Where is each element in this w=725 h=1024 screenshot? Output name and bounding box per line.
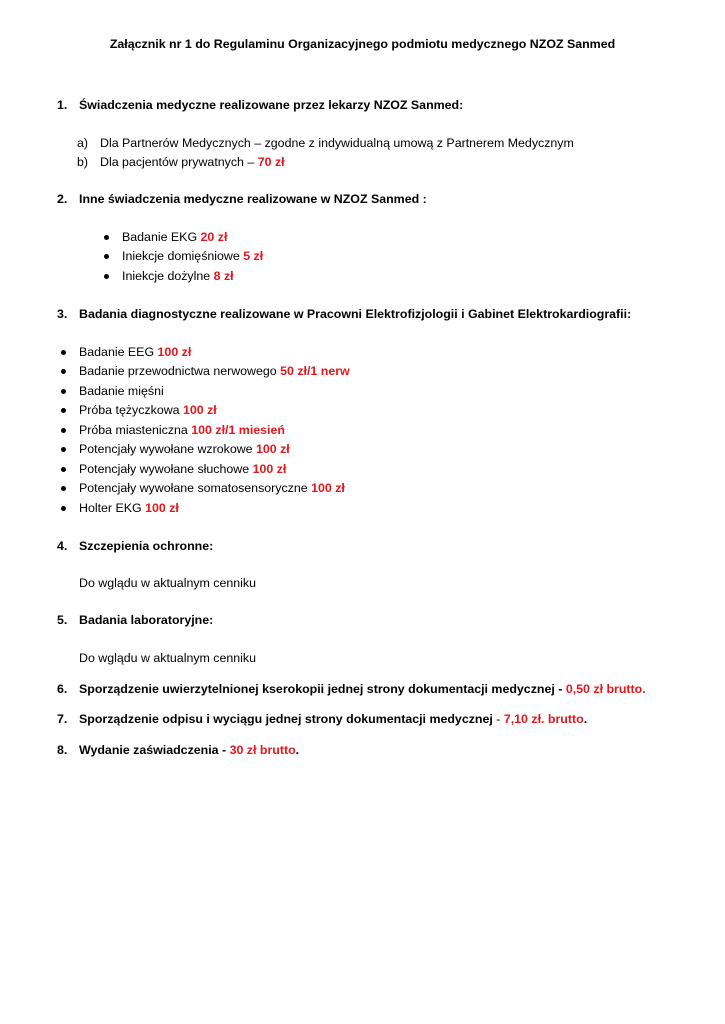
section-3-item-label: Potencjały wywołane wzrokowe (79, 442, 256, 456)
section-8-number: 8. (57, 743, 68, 757)
section-2-item (122, 229, 227, 245)
section-3-item-label: Badanie mięśni (79, 384, 164, 398)
section-3-item (79, 383, 164, 399)
bullet-icon (61, 428, 66, 433)
section-7-line (79, 711, 587, 727)
section-5-body: Do wglądu w aktualnym cenniku (79, 651, 257, 665)
section-1-number: 1. (57, 98, 68, 112)
bullet-icon (61, 447, 66, 452)
section-2-item-label: Iniekcje domięśniowe (122, 249, 244, 263)
bullet-icon (104, 254, 109, 259)
section-3-item (79, 402, 217, 418)
section-5-heading: Badania laboratoryjne: (79, 613, 214, 627)
bullet-icon (61, 408, 66, 413)
section-3-item-price: 100 zł/1 miesień (191, 423, 285, 437)
section-8-price: 30 zł brutto (229, 743, 296, 757)
section-3-item-label: Próba miasteniczna (79, 423, 192, 437)
section-7-text: Sporządzenie odpisu i wyciągu jednej strony dokumentacji medycznej (79, 712, 493, 726)
section-3-number: 3. (57, 307, 68, 321)
bullet-icon (61, 506, 66, 511)
section-1-item-b-price: 70 zł (257, 155, 285, 169)
bullet-icon (61, 389, 66, 394)
section-1-item-b-marker: b) (77, 155, 89, 169)
section-3-item (79, 500, 179, 516)
section-7-price: 7,10 zł. brutto (503, 712, 584, 726)
section-3-item-price: 50 zł/1 nerw (280, 364, 350, 378)
bullet-icon (61, 486, 66, 491)
section-2-item-price: 8 zł (213, 269, 234, 283)
section-4-heading: Szczepienia ochronne: (79, 539, 214, 553)
section-8-text: Wydanie zaświadczenia - (79, 743, 230, 757)
section-6-price: 0,50 zł brutto (565, 682, 643, 696)
section-6-text: Sporządzenie uwierzytelnionej kserokopii jednej strony dokumentacji medycznej - (79, 682, 566, 696)
section-2-item (122, 248, 263, 264)
section-1-item-b (100, 154, 285, 170)
section-3-item-label: Próba tężyczkowa (79, 403, 183, 417)
section-3-item-label: Potencjały wywołane słuchowe (79, 462, 253, 476)
section-3-item-label: Badanie przewodnictwa nerwowego (79, 364, 281, 378)
section-1-item-a (100, 135, 574, 151)
section-3-item (79, 480, 345, 496)
section-3-item-price: 100 zł (252, 462, 287, 476)
section-1-item-b-text: Dla pacjentów prywatnych – (100, 155, 258, 169)
section-6-number: 6. (57, 682, 68, 696)
section-7-number: 7. (57, 712, 68, 726)
section-3-heading: Badania diagnostyczne realizowane w Pracowni Elektrofizjologii i Gabinet Elektrokardiografii: (79, 307, 632, 321)
section-2-item-label: Iniekcje dożylne (122, 269, 214, 283)
bullet-icon (61, 369, 66, 374)
section-1-item-a-text: Dla Partnerów Medycznych – zgodne z indywidualną umową z Partnerem Medycznym (100, 136, 574, 150)
section-2-item-price: 5 zł (243, 249, 264, 263)
section-3-item-price: 100 zł (183, 403, 217, 417)
section-2-item (122, 268, 234, 284)
section-3-item-label: Badanie EEG (79, 345, 158, 359)
section-3-item-price: 100 zł (256, 442, 290, 456)
section-7-period: . (583, 712, 588, 726)
section-3-item (79, 363, 350, 379)
bullet-icon (104, 274, 109, 279)
section-2-number: 2. (57, 192, 68, 206)
section-2-item-price: 20 zł (200, 230, 228, 244)
section-3-item (79, 441, 290, 457)
section-3-item (79, 461, 286, 477)
section-3-item-price: 100 zł (311, 481, 345, 495)
section-5-number: 5. (57, 613, 68, 627)
section-3-item-price: 100 zł (157, 345, 192, 359)
bullet-icon (61, 467, 66, 472)
section-1-heading: Świadczenia medyczne realizowane przez lekarzy NZOZ Sanmed: (79, 98, 464, 112)
document-title: Załącznik nr 1 do Regulaminu Organizacyjnego podmiotu medycznego NZOZ Sanmed (109, 37, 616, 51)
section-3-item (79, 344, 191, 360)
section-7-separator: - (492, 712, 504, 726)
section-2-item-label: Badanie EKG (122, 230, 201, 244)
section-6-line (79, 681, 646, 697)
section-1-item-a-marker: a) (77, 136, 89, 150)
section-8-line (79, 742, 299, 758)
section-3-item-label: Holter EKG (79, 501, 146, 515)
bullet-icon (104, 235, 109, 240)
section-2-heading: Inne świadczenia medyczne realizowane w NZOZ Sanmed : (79, 192, 427, 206)
section-3-item (79, 422, 285, 438)
section-3-item-price: 100 zł (145, 501, 179, 515)
section-8-period: . (295, 743, 300, 757)
section-4-body: Do wglądu w aktualnym cenniku (79, 576, 257, 590)
section-6-period: . (642, 682, 646, 696)
section-4-number: 4. (57, 539, 68, 553)
bullet-icon (61, 350, 66, 355)
section-3-item-label: Potencjały wywołane somatosensoryczne (79, 481, 312, 495)
